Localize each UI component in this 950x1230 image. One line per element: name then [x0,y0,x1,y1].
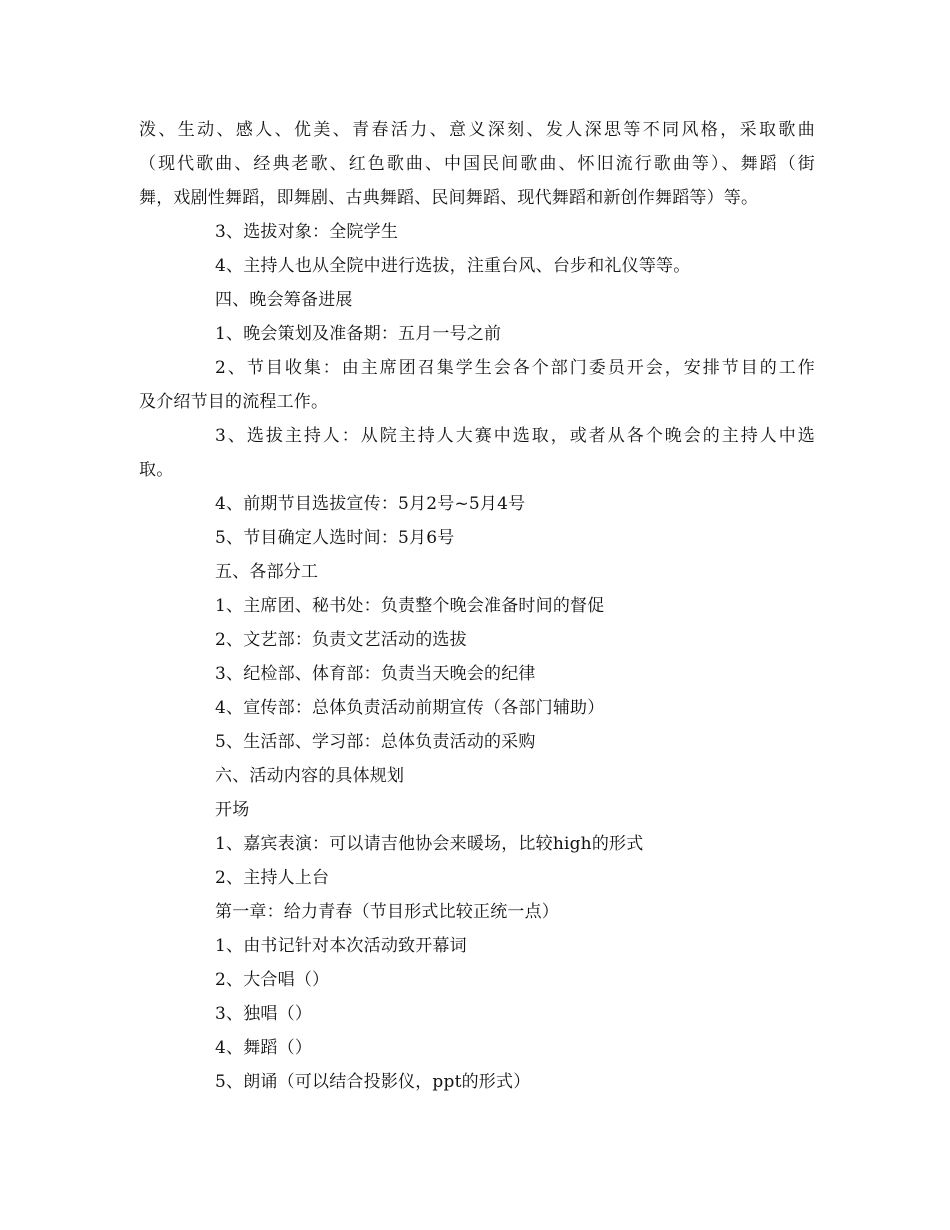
list-item: 3、选拔对象：全院学生 [215,222,399,242]
list-item: 5、生活部、学习部：总体负责活动的采购 [215,732,536,752]
list-item: 1、主席团、秘书处：负责整个晚会准备时间的督促 [215,596,605,616]
list-item: 2、主持人上台 [215,868,330,888]
section-heading: 六、活动内容的具体规划 [215,766,405,786]
list-item-continuation: 及介绍节目的流程工作。 [139,392,329,412]
paragraph-line: 泼、生动、感人、优美、青春活力、意义深刻、发人深思等不同风格，采取歌曲 [139,120,815,140]
list-item: 5、朗诵（可以结合投影仪，ppt的形式） [215,1072,531,1092]
list-item: 4、主持人也从全院中进行选拔，注重台风、台步和礼仪等等。 [215,256,691,276]
list-item: 1、晚会策划及准备期：五月一号之前 [215,324,502,344]
paragraph-line: 舞，戏剧性舞蹈，即舞剧、古典舞蹈、民间舞蹈、现代舞蹈和新创作舞蹈等）等。 [139,188,759,208]
list-item: 1、嘉宾表演：可以请吉他协会来暖场，比较high的形式 [215,834,644,854]
list-item: 2、大合唱（） [215,970,330,990]
list-item: 4、前期节目选拔宣传：5月2号~5月4号 [215,494,526,514]
list-item: 4、宣传部：总体负责活动前期宣传（各部门辅助） [215,698,605,718]
list-item: 3、选拔主持人：从院主持人大赛中选取，或者从各个晚会的主持人中选 [215,426,815,446]
subsection-heading: 开场 [215,800,250,820]
list-item-continuation: 取。 [139,460,174,480]
list-item: 3、纪检部、体育部：负责当天晚会的纪律 [215,664,536,684]
list-item: 3、独唱（） [215,1004,313,1024]
list-item: 1、由书记针对本次活动致开幕词 [215,936,467,956]
section-heading: 四、晚会筹备进展 [215,290,353,310]
list-item: 2、文艺部：负责文艺活动的选拔 [215,630,467,650]
list-item: 5、节目确定人选时间：5月6号 [215,528,455,548]
chapter-heading: 第一章：给力青春（节目形式比较正统一点） [215,902,559,922]
paragraph-line: （现代歌曲、经典老歌、红色歌曲、中国民间歌曲、怀旧流行歌曲等）、舞蹈（街 [139,154,815,174]
document-page [139,113,815,1099]
list-item: 2、节目收集：由主席团召集学生会各个部门委员开会，安排节目的工作 [215,358,815,378]
list-item: 4、舞蹈（） [215,1038,313,1058]
section-heading: 五、各部分工 [215,562,319,582]
